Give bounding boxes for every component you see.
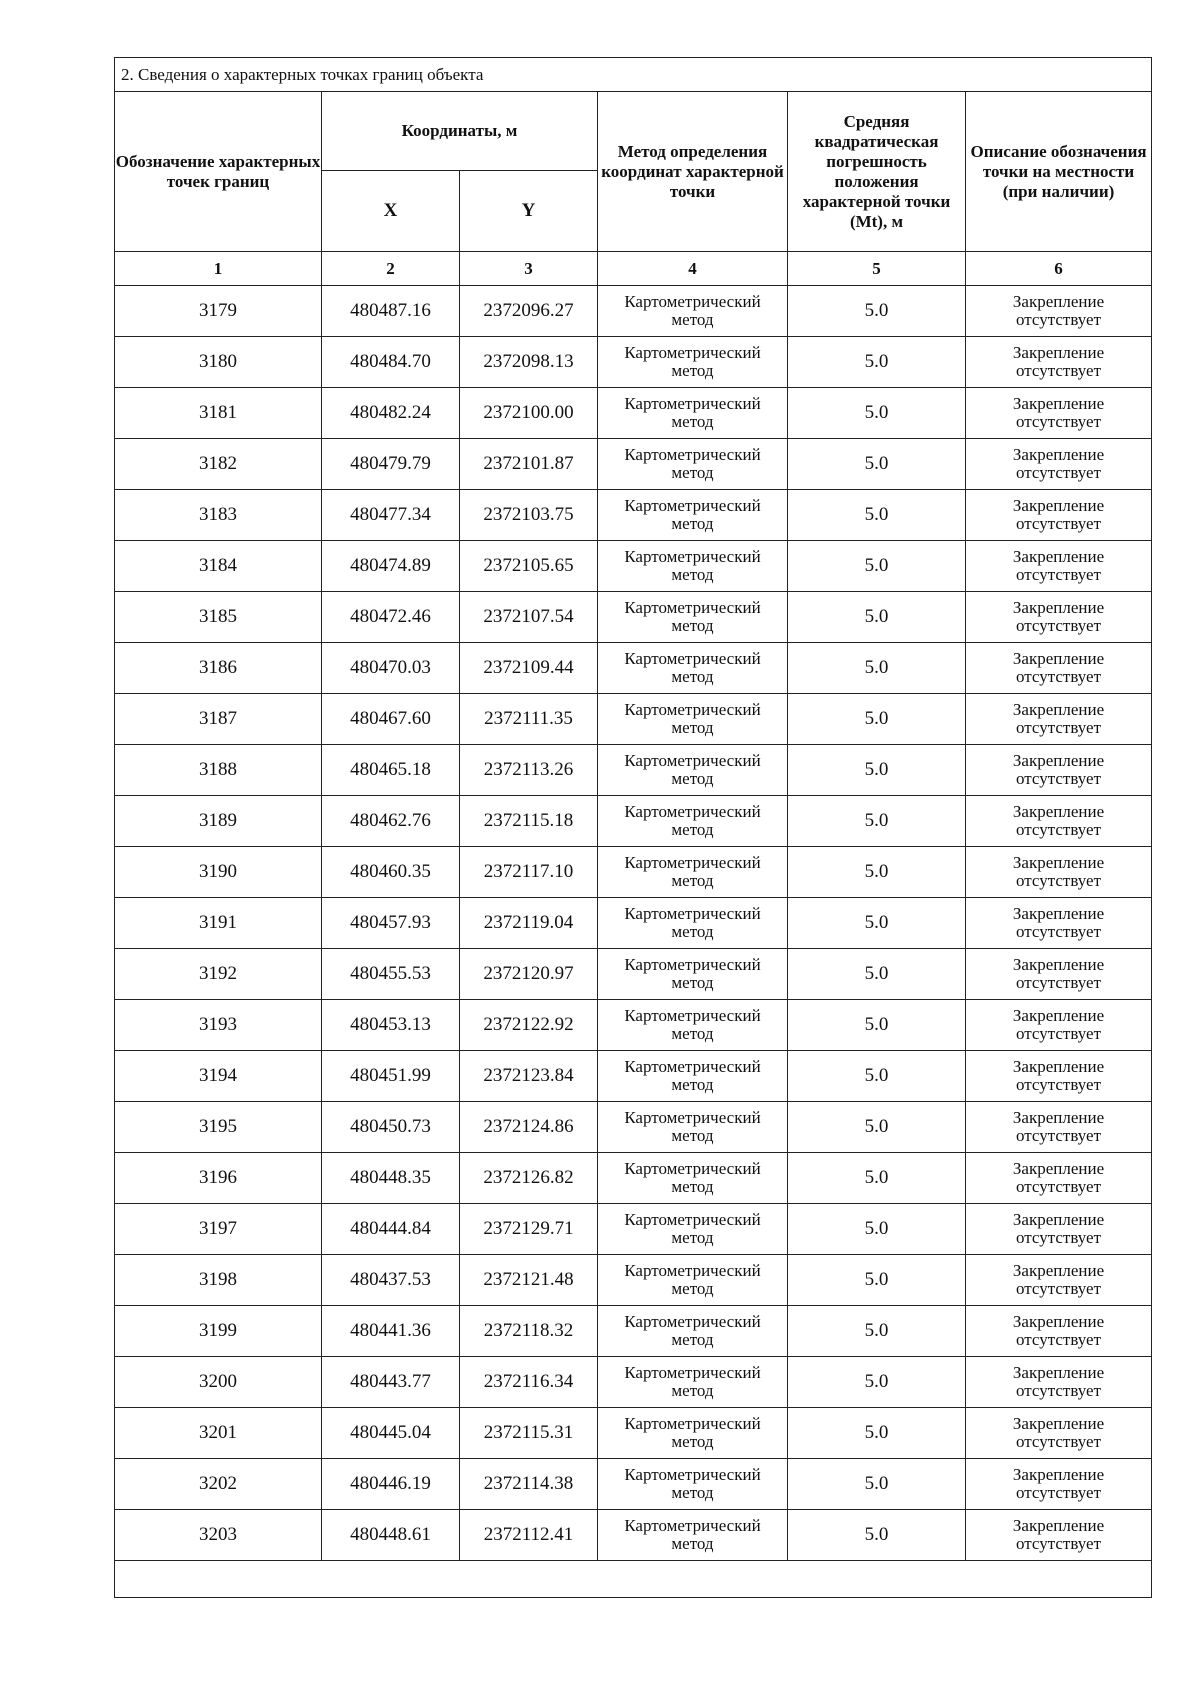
description-line-2: отсутствует [1015, 616, 1102, 635]
y-coordinate-cell: 2372117.10 [460, 847, 598, 898]
description-cell [966, 1510, 1152, 1561]
x-coordinate-cell: 480482.24 [322, 388, 460, 439]
description-line-1: Закрепление [1012, 343, 1105, 362]
header-description: Описание обозначения точки на местности (при наличии) [966, 92, 1152, 252]
x-coordinate-cell: 480460.35 [322, 847, 460, 898]
method-cell [598, 388, 788, 439]
y-coordinate-cell: 2372105.65 [460, 541, 598, 592]
description-line-1: Закрепление [1012, 292, 1105, 311]
description-line-1: Закрепление [1012, 853, 1105, 872]
point-id-cell: 3186 [115, 643, 322, 694]
method-line-1: Картометрический [624, 802, 761, 821]
description-cell [966, 1459, 1152, 1510]
table-row [115, 643, 1152, 694]
description-line-2: отсутствует [1015, 1534, 1102, 1553]
method-line-2: метод [671, 922, 714, 941]
x-coordinate-cell: 480477.34 [322, 490, 460, 541]
x-coordinate-cell: 480443.77 [322, 1357, 460, 1408]
description-cell [966, 898, 1152, 949]
method-cell [598, 286, 788, 337]
method-cell [598, 541, 788, 592]
description-cell [966, 1102, 1152, 1153]
method-line-1: Картометрический [624, 547, 761, 566]
x-coordinate-cell: 480462.76 [322, 796, 460, 847]
y-coordinate-cell: 2372120.97 [460, 949, 598, 1000]
point-id-cell: 3183 [115, 490, 322, 541]
point-id-cell: 3192 [115, 949, 322, 1000]
description-line-2: отсутствует [1015, 667, 1102, 686]
accuracy-cell: 5.0 [788, 286, 966, 337]
table-row [115, 796, 1152, 847]
table-row [115, 1459, 1152, 1510]
point-id-cell: 3182 [115, 439, 322, 490]
method-line-2: метод [671, 1534, 714, 1553]
description-line-1: Закрепление [1012, 1465, 1105, 1484]
table-row [115, 1102, 1152, 1153]
table-body [115, 286, 1152, 1561]
description-line-2: отсутствует [1015, 1279, 1102, 1298]
method-cell [598, 1357, 788, 1408]
method-line-1: Картометрический [624, 1057, 761, 1076]
column-number: 1 [115, 252, 322, 286]
method-line-1: Картометрический [624, 1261, 761, 1280]
description-line-1: Закрепление [1012, 445, 1105, 464]
method-line-2: метод [671, 1024, 714, 1043]
x-coordinate-cell: 480448.61 [322, 1510, 460, 1561]
point-id-cell: 3202 [115, 1459, 322, 1510]
empty-cell [115, 1561, 1152, 1598]
description-cell [966, 1306, 1152, 1357]
accuracy-cell: 5.0 [788, 1459, 966, 1510]
description-line-2: отсутствует [1015, 973, 1102, 992]
method-line-1: Картометрический [624, 700, 761, 719]
x-coordinate-cell: 480437.53 [322, 1255, 460, 1306]
description-line-2: отсутствует [1015, 1024, 1102, 1043]
method-line-1: Картометрический [624, 394, 761, 413]
y-coordinate-cell: 2372100.00 [460, 388, 598, 439]
description-cell [966, 1000, 1152, 1051]
method-line-2: метод [671, 310, 714, 329]
method-line-2: метод [671, 1177, 714, 1196]
description-line-1: Закрепление [1012, 1159, 1105, 1178]
x-coordinate-cell: 480474.89 [322, 541, 460, 592]
description-cell [966, 490, 1152, 541]
description-line-1: Закрепление [1012, 802, 1105, 821]
column-number: 6 [966, 252, 1152, 286]
description-cell [966, 337, 1152, 388]
description-cell [966, 439, 1152, 490]
description-line-2: отсутствует [1015, 718, 1102, 737]
table-row [115, 388, 1152, 439]
boundary-points-table [114, 57, 1152, 1598]
point-id-cell: 3196 [115, 1153, 322, 1204]
point-id-cell: 3193 [115, 1000, 322, 1051]
description-line-1: Закрепление [1012, 1261, 1105, 1280]
accuracy-cell: 5.0 [788, 643, 966, 694]
accuracy-cell: 5.0 [788, 1408, 966, 1459]
description-line-1: Закрепление [1012, 1057, 1105, 1076]
method-line-2: метод [671, 616, 714, 635]
description-line-2: отсутствует [1015, 1177, 1102, 1196]
method-line-2: метод [671, 412, 714, 431]
method-line-1: Картометрический [624, 1312, 761, 1331]
accuracy-cell: 5.0 [788, 1051, 966, 1102]
method-line-2: метод [671, 361, 714, 380]
description-cell [966, 286, 1152, 337]
header-x: X [322, 171, 460, 252]
point-id-cell: 3191 [115, 898, 322, 949]
y-coordinate-cell: 2372123.84 [460, 1051, 598, 1102]
accuracy-cell: 5.0 [788, 1000, 966, 1051]
y-coordinate-cell: 2372114.38 [460, 1459, 598, 1510]
point-id-cell: 3181 [115, 388, 322, 439]
accuracy-cell: 5.0 [788, 949, 966, 1000]
column-number: 5 [788, 252, 966, 286]
table-row [115, 1510, 1152, 1561]
method-cell [598, 1306, 788, 1357]
description-line-1: Закрепление [1012, 955, 1105, 974]
method-line-1: Картометрический [624, 955, 761, 974]
y-coordinate-cell: 2372111.35 [460, 694, 598, 745]
table-row [115, 949, 1152, 1000]
description-line-2: отсутствует [1015, 565, 1102, 584]
header-point-designation: Обозначение характерных точек границ [115, 92, 322, 252]
description-line-2: отсутствует [1015, 922, 1102, 941]
method-line-1: Картометрический [624, 598, 761, 617]
description-line-2: отсутствует [1015, 361, 1102, 380]
method-cell [598, 1408, 788, 1459]
table-row [115, 1408, 1152, 1459]
table-row [115, 847, 1152, 898]
accuracy-cell: 5.0 [788, 847, 966, 898]
description-cell [966, 541, 1152, 592]
document-page [114, 57, 1151, 1598]
description-line-2: отсутствует [1015, 820, 1102, 839]
method-line-1: Картометрический [624, 445, 761, 464]
method-line-2: метод [671, 820, 714, 839]
y-coordinate-cell: 2372103.75 [460, 490, 598, 541]
description-cell [966, 1408, 1152, 1459]
method-cell [598, 694, 788, 745]
point-id-cell: 3184 [115, 541, 322, 592]
description-cell [966, 949, 1152, 1000]
point-id-cell: 3190 [115, 847, 322, 898]
x-coordinate-cell: 480444.84 [322, 1204, 460, 1255]
point-id-cell: 3180 [115, 337, 322, 388]
y-coordinate-cell: 2372115.18 [460, 796, 598, 847]
description-line-2: отсутствует [1015, 769, 1102, 788]
method-line-1: Картометрический [624, 1516, 761, 1535]
method-cell [598, 898, 788, 949]
x-coordinate-cell: 480448.35 [322, 1153, 460, 1204]
method-line-2: метод [671, 1279, 714, 1298]
method-line-1: Картометрический [624, 1159, 761, 1178]
method-line-2: метод [671, 871, 714, 890]
y-coordinate-cell: 2372107.54 [460, 592, 598, 643]
table-row [115, 1357, 1152, 1408]
y-coordinate-cell: 2372098.13 [460, 337, 598, 388]
point-id-cell: 3179 [115, 286, 322, 337]
accuracy-cell: 5.0 [788, 1357, 966, 1408]
method-cell [598, 796, 788, 847]
accuracy-cell: 5.0 [788, 694, 966, 745]
table-row [115, 1000, 1152, 1051]
method-cell [598, 745, 788, 796]
header-coordinates: Координаты, м [322, 92, 598, 171]
table-row [115, 1306, 1152, 1357]
y-coordinate-cell: 2372124.86 [460, 1102, 598, 1153]
accuracy-cell: 5.0 [788, 337, 966, 388]
point-id-cell: 3187 [115, 694, 322, 745]
x-coordinate-cell: 480450.73 [322, 1102, 460, 1153]
accuracy-cell: 5.0 [788, 592, 966, 643]
method-cell [598, 1255, 788, 1306]
accuracy-cell: 5.0 [788, 541, 966, 592]
method-cell [598, 490, 788, 541]
empty-footer-row [115, 1561, 1152, 1598]
description-line-2: отсутствует [1015, 1228, 1102, 1247]
x-coordinate-cell: 480465.18 [322, 745, 460, 796]
method-cell [598, 1153, 788, 1204]
accuracy-cell: 5.0 [788, 490, 966, 541]
accuracy-cell: 5.0 [788, 1255, 966, 1306]
table-row [115, 592, 1152, 643]
method-line-2: метод [671, 973, 714, 992]
description-line-2: отсутствует [1015, 871, 1102, 890]
description-line-1: Закрепление [1012, 1516, 1105, 1535]
description-line-2: отсутствует [1015, 310, 1102, 329]
point-id-cell: 3201 [115, 1408, 322, 1459]
point-id-cell: 3185 [115, 592, 322, 643]
header-accuracy: Средняя квадратическая погрешность положения характерной точки (Mt), м [788, 92, 966, 252]
method-line-1: Картометрический [624, 343, 761, 362]
accuracy-cell: 5.0 [788, 1204, 966, 1255]
method-line-1: Картометрический [624, 1210, 761, 1229]
x-coordinate-cell: 480472.46 [322, 592, 460, 643]
table-row [115, 1051, 1152, 1102]
method-line-2: метод [671, 1381, 714, 1400]
table-row [115, 694, 1152, 745]
method-cell [598, 643, 788, 694]
description-line-2: отсутствует [1015, 1330, 1102, 1349]
description-line-1: Закрепление [1012, 496, 1105, 515]
y-coordinate-cell: 2372118.32 [460, 1306, 598, 1357]
description-cell [966, 1204, 1152, 1255]
description-cell [966, 847, 1152, 898]
y-coordinate-cell: 2372109.44 [460, 643, 598, 694]
description-line-2: отсутствует [1015, 1126, 1102, 1145]
table-row [115, 286, 1152, 337]
description-line-1: Закрепление [1012, 1363, 1105, 1382]
table-row [115, 1153, 1152, 1204]
description-line-2: отсутствует [1015, 412, 1102, 431]
method-cell [598, 337, 788, 388]
y-coordinate-cell: 2372096.27 [460, 286, 598, 337]
method-cell [598, 1459, 788, 1510]
method-line-2: метод [671, 1330, 714, 1349]
description-cell [966, 592, 1152, 643]
description-cell [966, 1255, 1152, 1306]
table-row [115, 337, 1152, 388]
description-line-1: Закрепление [1012, 649, 1105, 668]
method-line-2: метод [671, 1483, 714, 1502]
x-coordinate-cell: 480453.13 [322, 1000, 460, 1051]
accuracy-cell: 5.0 [788, 439, 966, 490]
column-number: 4 [598, 252, 788, 286]
point-id-cell: 3189 [115, 796, 322, 847]
y-coordinate-cell: 2372121.48 [460, 1255, 598, 1306]
method-line-1: Картометрический [624, 853, 761, 872]
description-line-1: Закрепление [1012, 1108, 1105, 1127]
method-line-2: метод [671, 718, 714, 737]
method-cell [598, 592, 788, 643]
method-line-1: Картометрический [624, 1108, 761, 1127]
x-coordinate-cell: 480487.16 [322, 286, 460, 337]
table-row [115, 745, 1152, 796]
method-line-2: метод [671, 565, 714, 584]
x-coordinate-cell: 480470.03 [322, 643, 460, 694]
y-coordinate-cell: 2372122.92 [460, 1000, 598, 1051]
method-cell [598, 439, 788, 490]
accuracy-cell: 5.0 [788, 388, 966, 439]
description-line-1: Закрепление [1012, 904, 1105, 923]
header-y: Y [460, 171, 598, 252]
accuracy-cell: 5.0 [788, 1102, 966, 1153]
accuracy-cell: 5.0 [788, 796, 966, 847]
table-row [115, 439, 1152, 490]
description-line-1: Закрепление [1012, 700, 1105, 719]
x-coordinate-cell: 480467.60 [322, 694, 460, 745]
point-id-cell: 3195 [115, 1102, 322, 1153]
description-line-2: отсутствует [1015, 1381, 1102, 1400]
description-cell [966, 796, 1152, 847]
description-line-2: отсутствует [1015, 463, 1102, 482]
description-cell [966, 1357, 1152, 1408]
header-method: Метод определения координат характерной точки [598, 92, 788, 252]
method-line-1: Картометрический [624, 292, 761, 311]
point-id-cell: 3194 [115, 1051, 322, 1102]
x-coordinate-cell: 480484.70 [322, 337, 460, 388]
point-id-cell: 3199 [115, 1306, 322, 1357]
method-cell [598, 1051, 788, 1102]
description-line-2: отсутствует [1015, 1075, 1102, 1094]
x-coordinate-cell: 480441.36 [322, 1306, 460, 1357]
description-line-2: отсутствует [1015, 514, 1102, 533]
x-coordinate-cell: 480479.79 [322, 439, 460, 490]
method-line-2: метод [671, 1126, 714, 1145]
method-line-1: Картометрический [624, 904, 761, 923]
table-row [115, 490, 1152, 541]
method-line-1: Картометрический [624, 1006, 761, 1025]
description-line-1: Закрепление [1012, 598, 1105, 617]
description-line-1: Закрепление [1012, 394, 1105, 413]
x-coordinate-cell: 480457.93 [322, 898, 460, 949]
description-cell [966, 745, 1152, 796]
accuracy-cell: 5.0 [788, 745, 966, 796]
method-line-2: метод [671, 769, 714, 788]
x-coordinate-cell: 480451.99 [322, 1051, 460, 1102]
method-line-2: метод [671, 463, 714, 482]
description-line-1: Закрепление [1012, 1210, 1105, 1229]
description-cell [966, 1153, 1152, 1204]
method-line-1: Картометрический [624, 649, 761, 668]
method-cell [598, 1102, 788, 1153]
description-line-1: Закрепление [1012, 751, 1105, 770]
method-line-1: Картометрический [624, 496, 761, 515]
accuracy-cell: 5.0 [788, 1153, 966, 1204]
table-row [115, 1204, 1152, 1255]
y-coordinate-cell: 2372126.82 [460, 1153, 598, 1204]
method-line-2: метод [671, 1075, 714, 1094]
method-line-1: Картометрический [624, 1414, 761, 1433]
section-title: 2. Сведения о характерных точках границ объекта [115, 58, 1152, 92]
point-id-cell: 3188 [115, 745, 322, 796]
description-line-2: отсутствует [1015, 1483, 1102, 1502]
method-cell [598, 1510, 788, 1561]
method-line-2: метод [671, 1228, 714, 1247]
table-row [115, 898, 1152, 949]
y-coordinate-cell: 2372113.26 [460, 745, 598, 796]
accuracy-cell: 5.0 [788, 898, 966, 949]
point-id-cell: 3203 [115, 1510, 322, 1561]
column-number: 2 [322, 252, 460, 286]
description-cell [966, 643, 1152, 694]
method-line-2: метод [671, 514, 714, 533]
description-cell [966, 694, 1152, 745]
point-id-cell: 3200 [115, 1357, 322, 1408]
y-coordinate-cell: 2372112.41 [460, 1510, 598, 1561]
table-row [115, 541, 1152, 592]
method-cell [598, 847, 788, 898]
method-line-1: Картометрический [624, 751, 761, 770]
description-cell [966, 388, 1152, 439]
y-coordinate-cell: 2372101.87 [460, 439, 598, 490]
y-coordinate-cell: 2372129.71 [460, 1204, 598, 1255]
x-coordinate-cell: 480445.04 [322, 1408, 460, 1459]
method-cell [598, 1204, 788, 1255]
y-coordinate-cell: 2372119.04 [460, 898, 598, 949]
column-number-row [115, 252, 1152, 286]
table-row [115, 1255, 1152, 1306]
description-cell [966, 1051, 1152, 1102]
method-line-2: метод [671, 667, 714, 686]
description-line-1: Закрепление [1012, 1312, 1105, 1331]
method-line-1: Картометрический [624, 1363, 761, 1382]
method-cell [598, 949, 788, 1000]
accuracy-cell: 5.0 [788, 1306, 966, 1357]
accuracy-cell: 5.0 [788, 1510, 966, 1561]
description-line-1: Закрепление [1012, 547, 1105, 566]
method-cell [598, 1000, 788, 1051]
column-number: 3 [460, 252, 598, 286]
x-coordinate-cell: 480455.53 [322, 949, 460, 1000]
method-line-1: Картометрический [624, 1465, 761, 1484]
point-id-cell: 3198 [115, 1255, 322, 1306]
description-line-2: отсутствует [1015, 1432, 1102, 1451]
method-line-2: метод [671, 1432, 714, 1451]
x-coordinate-cell: 480446.19 [322, 1459, 460, 1510]
point-id-cell: 3197 [115, 1204, 322, 1255]
description-line-1: Закрепление [1012, 1006, 1105, 1025]
y-coordinate-cell: 2372116.34 [460, 1357, 598, 1408]
y-coordinate-cell: 2372115.31 [460, 1408, 598, 1459]
description-line-1: Закрепление [1012, 1414, 1105, 1433]
